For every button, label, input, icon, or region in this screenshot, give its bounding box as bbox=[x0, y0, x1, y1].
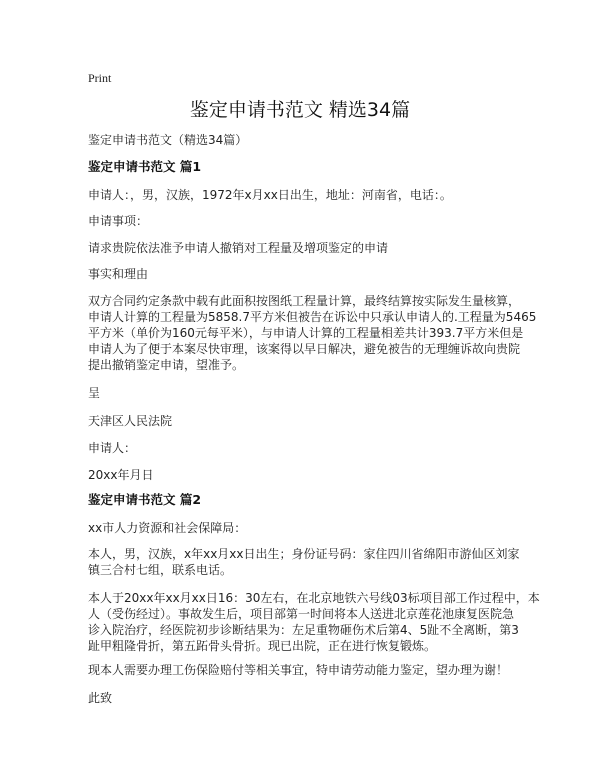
text-line: 提出撤销鉴定申请，望准予。 bbox=[88, 358, 245, 372]
section1-heading: 鉴定申请书范文 篇1 bbox=[88, 159, 202, 174]
request-text: 请求贵院依法准予申请人撤销对工程量及增项鉴定的申请 bbox=[88, 241, 389, 255]
section2-heading: 鉴定申请书范文 篇2 bbox=[88, 492, 202, 507]
text-line: 本人，男，汉族，x年xx月xx日出生；身份证号码：家住四川省绵阳市游仙区刘家 bbox=[88, 547, 520, 561]
text-line: 趾甲粗隆骨折，第五跖骨头骨折。现已出院，正在进行恢复锻炼。 bbox=[88, 639, 437, 653]
date-line: 20xx年月日 bbox=[88, 468, 154, 482]
court-name: 天津区人民法院 bbox=[88, 414, 173, 428]
print-link[interactable]: Print bbox=[88, 71, 112, 85]
text-line: 平方米（单价为160元每平米），与申请人计算的工程量相差共计393.7平方米但是 bbox=[88, 326, 524, 340]
intro-paragraph bbox=[88, 546, 520, 578]
submit-to: 呈 bbox=[88, 386, 101, 400]
text-line: 镇三合村七组，联系电话。 bbox=[88, 563, 233, 577]
subtitle: 鉴定申请书范文（精选34篇） bbox=[88, 133, 248, 147]
signature-line: 申请人： bbox=[88, 441, 137, 455]
request-paragraph: 现本人需要办理工伤保险赔付等相关事宜，特申请劳动能力鉴定，望办理为谢！ bbox=[88, 663, 509, 677]
text-line: 申请人计算的工程量为5858.7平方米但被告在诉讼中只承认申请人的.工程量为5465 bbox=[88, 310, 537, 324]
facts-paragraph bbox=[88, 293, 536, 373]
closing: 此致 bbox=[88, 691, 113, 705]
applicant-info: 申请人：，男，汉族，1972年x月xx日出生，地址：河南省，电话：。 bbox=[88, 188, 452, 202]
text-line: 本人于20xx年xx月xx日16：30左右，在北京地铁六号线03标项目部工作过程中，本 bbox=[88, 591, 540, 605]
text-line: 人（受伤经过）。事故发生后，项目部第一时间将本人送进北京莲花池康复医院急 bbox=[88, 607, 515, 621]
text-line: 申请人为了便于本案尽快审理，该案得以早日解决，避免被告的无理缠诉故向贵院 bbox=[88, 342, 521, 356]
page-title: 鉴定申请书范文 精选34篇 bbox=[189, 99, 411, 121]
text-line: 双方合同约定条款中载有此面积按图纸工程量计算，最终结算按实际发生量核算， bbox=[88, 294, 521, 308]
incident-paragraph bbox=[88, 590, 540, 654]
addressee: xx市人力资源和社会保障局： bbox=[88, 521, 247, 535]
matters-label: 申请事项： bbox=[88, 214, 149, 228]
text-line: 诊入院治疗，经医院初步诊断结果为：左足重物砸伤术后第4、5趾不全离断，第3 bbox=[88, 623, 519, 637]
facts-label: 事实和理由 bbox=[88, 267, 149, 281]
